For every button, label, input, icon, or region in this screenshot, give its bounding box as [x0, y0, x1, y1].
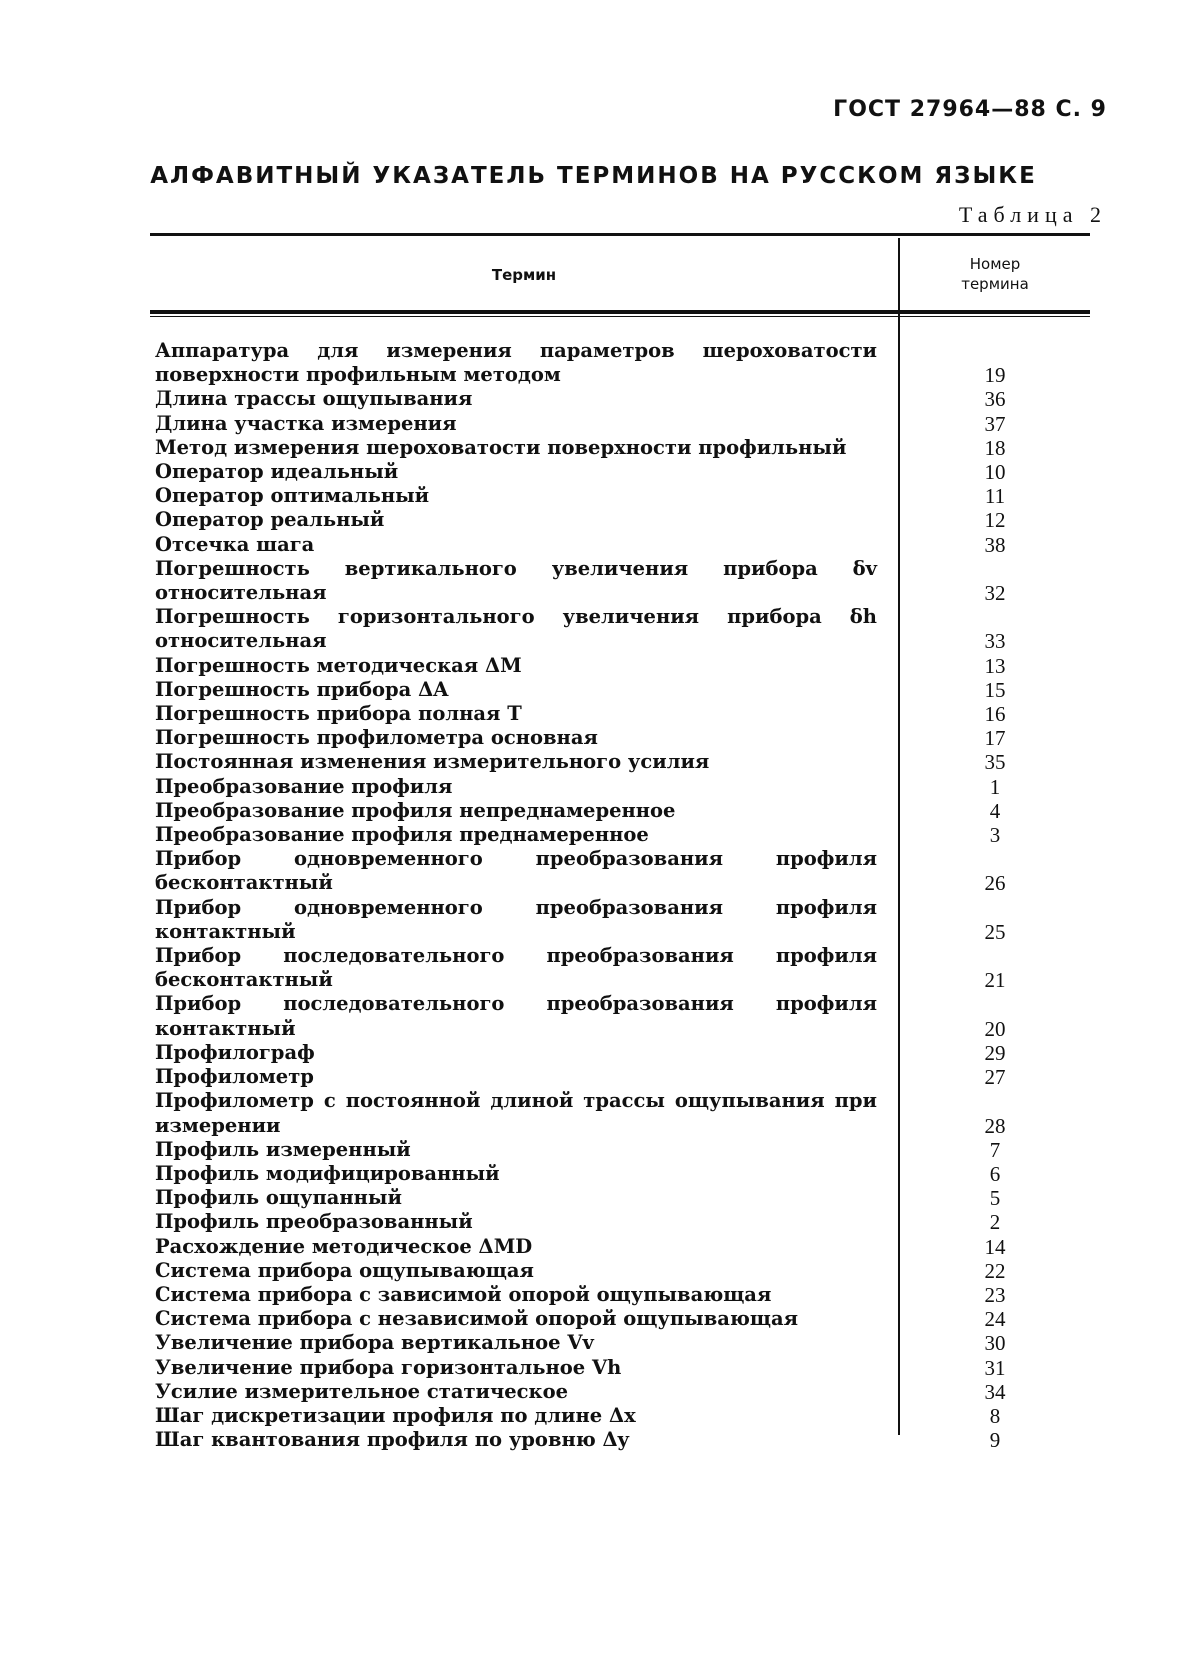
term-row [155, 1162, 1090, 1186]
term-text: Профилометр [155, 1065, 314, 1089]
term-text: Аппаратура для измерения параметров шероховатости поверхности профильным методом [155, 339, 877, 387]
term-row [155, 533, 1090, 557]
term-row [155, 823, 1090, 847]
term-number: 29 [984, 1040, 1006, 1065]
term-text: Отсечка шага [155, 532, 315, 556]
term-row [155, 387, 1090, 411]
term-number: 15 [984, 677, 1006, 702]
term-text: Длина трассы ощупывания [155, 387, 473, 411]
term-row [155, 654, 1090, 678]
term-text: Погрешность прибора полная T [155, 702, 522, 726]
term-text: Система прибора с зависимой опорой ощупывающая [155, 1282, 772, 1306]
term-row [155, 1065, 1090, 1089]
term-text: Оператор идеальный [155, 460, 399, 484]
term-number: 9 [989, 1428, 1001, 1453]
term-text: Шаг дискретизации профиля по длине Δx [155, 1403, 636, 1427]
term-row [155, 896, 1090, 944]
term-text: Усилие измерительное статическое [155, 1379, 569, 1403]
term-row [155, 1089, 1090, 1137]
term-row [155, 436, 1090, 460]
column-header-number-line1: Номер [969, 255, 1021, 273]
term-row [155, 1356, 1090, 1380]
term-number: 18 [984, 435, 1006, 460]
term-text: Прибор одновременного преобразования профиля бесконтактный [155, 847, 877, 895]
term-row [155, 1041, 1090, 1065]
term-row [155, 1404, 1090, 1428]
term-row [155, 1210, 1090, 1234]
term-number: 5 [989, 1186, 1001, 1211]
term-text: Постоянная изменения измерительного усилия [155, 750, 710, 774]
term-row [155, 1380, 1090, 1404]
term-text: Увеличение прибора вертикальное Vv [155, 1331, 594, 1355]
term-number: 26 [984, 871, 1006, 896]
term-text: Профилометр с постоянной длиной трассы ощупывания при измерении [155, 1089, 877, 1137]
term-number: 33 [984, 629, 1006, 654]
term-number: 27 [984, 1065, 1006, 1090]
term-row [155, 1138, 1090, 1162]
term-row [155, 484, 1090, 508]
term-number: 24 [984, 1307, 1006, 1332]
term-number: 10 [984, 460, 1006, 485]
term-number: 12 [984, 508, 1006, 533]
column-header-term: Термин [491, 266, 557, 284]
term-row [155, 678, 1090, 702]
term-text: Шаг квантования профиля по уровню Δy [155, 1428, 630, 1452]
term-text: Погрешность профилометра основная [155, 726, 598, 750]
term-row [155, 750, 1090, 774]
term-number: 37 [984, 411, 1006, 436]
table-label: Таблица 2 [958, 202, 1107, 227]
term-row [155, 1283, 1090, 1307]
term-text: Погрешность вертикального увеличения прибора δv относительная [155, 556, 877, 605]
term-row [155, 726, 1090, 750]
term-row [155, 1259, 1090, 1283]
term-number: 4 [989, 798, 1001, 823]
term-number: 7 [989, 1137, 1001, 1162]
term-number: 34 [984, 1379, 1006, 1404]
term-text: Профиль модифицированный [155, 1161, 500, 1185]
table-top-rule [150, 233, 1090, 236]
term-number: 1 [989, 774, 1001, 799]
term-number: 19 [984, 363, 1006, 388]
term-row [155, 1307, 1090, 1331]
term-text: Погрешность прибора ΔA [155, 677, 449, 701]
term-text: Прибор последовательного преобразования профиля контактный [155, 992, 877, 1040]
term-text: Оператор оптимальный [155, 484, 430, 508]
term-number: 21 [984, 968, 1006, 993]
term-row [155, 847, 1090, 895]
term-text: Прибор последовательного преобразования профиля бесконтактный [155, 944, 877, 992]
term-row [155, 702, 1090, 726]
term-text: Оператор реальный [155, 508, 385, 532]
term-number: 2 [989, 1210, 1001, 1235]
term-number: 28 [984, 1113, 1006, 1138]
term-number: 11 [984, 484, 1006, 509]
term-row [155, 508, 1090, 532]
term-row [155, 775, 1090, 799]
term-number: 17 [984, 726, 1006, 751]
term-text: Профиль измеренный [155, 1137, 411, 1161]
term-text: Погрешность методическая ΔM [155, 653, 522, 677]
term-row [155, 557, 1090, 605]
column-header-number [900, 254, 1090, 294]
header-bottom-rule-thin [150, 316, 1090, 317]
term-number: 25 [984, 919, 1006, 944]
term-row [155, 339, 1090, 387]
term-text: Профиль преобразованный [155, 1210, 473, 1234]
term-number: 22 [984, 1258, 1006, 1283]
term-text: Погрешность горизонтального увеличения прибора δh относительная [155, 605, 877, 653]
term-number: 23 [984, 1282, 1006, 1307]
term-number: 14 [984, 1234, 1006, 1259]
term-text: Преобразование профиля [155, 774, 453, 798]
term-text: Преобразование профиля преднамеренное [155, 823, 649, 847]
page-title: АЛФАВИТНЫЙ УКАЗАТЕЛЬ ТЕРМИНОВ НА РУССКОМ ЯЗЫКЕ [150, 163, 1037, 189]
term-number: 35 [984, 750, 1006, 775]
term-row [155, 1331, 1090, 1355]
term-text: Прибор одновременного преобразования профиля контактный [155, 895, 877, 943]
term-number: 6 [989, 1161, 1001, 1186]
term-number: 36 [984, 387, 1006, 412]
standard-reference: ГОСТ 27964—88 С. 9 [833, 97, 1107, 122]
term-number: 16 [984, 702, 1006, 727]
term-number: 30 [984, 1331, 1006, 1356]
term-text: Увеличение прибора горизонтальное Vh [155, 1355, 622, 1379]
term-row [155, 1428, 1090, 1452]
term-text: Профиль ощупанный [155, 1186, 402, 1210]
term-row [155, 1186, 1090, 1210]
term-row [155, 412, 1090, 436]
term-row [155, 992, 1090, 1040]
term-number: 13 [984, 653, 1006, 678]
term-row [155, 944, 1090, 992]
term-text: Профилограф [155, 1040, 315, 1064]
term-number: 3 [989, 823, 1001, 848]
term-list [155, 339, 1090, 1452]
term-text: Преобразование профиля непреднамеренное [155, 798, 676, 822]
term-number: 8 [989, 1403, 1001, 1428]
term-number: 31 [984, 1355, 1006, 1380]
term-text: Система прибора ощупывающая [155, 1258, 534, 1282]
term-text: Длина участка измерения [155, 411, 457, 435]
term-row [155, 799, 1090, 823]
term-row [155, 1235, 1090, 1259]
header-bottom-rule [150, 310, 1090, 314]
term-number: 32 [984, 581, 1006, 606]
term-number: 20 [984, 1016, 1006, 1041]
term-number: 38 [984, 532, 1006, 557]
term-row [155, 605, 1090, 653]
term-text: Метод измерения шероховатости поверхности профильный [155, 435, 847, 459]
column-header-number-line2: термина [961, 275, 1029, 293]
term-text: Система прибора с независимой опорой ощупывающая [155, 1307, 799, 1331]
term-text: Расхождение методическое ΔMD [155, 1234, 533, 1258]
term-row [155, 460, 1090, 484]
